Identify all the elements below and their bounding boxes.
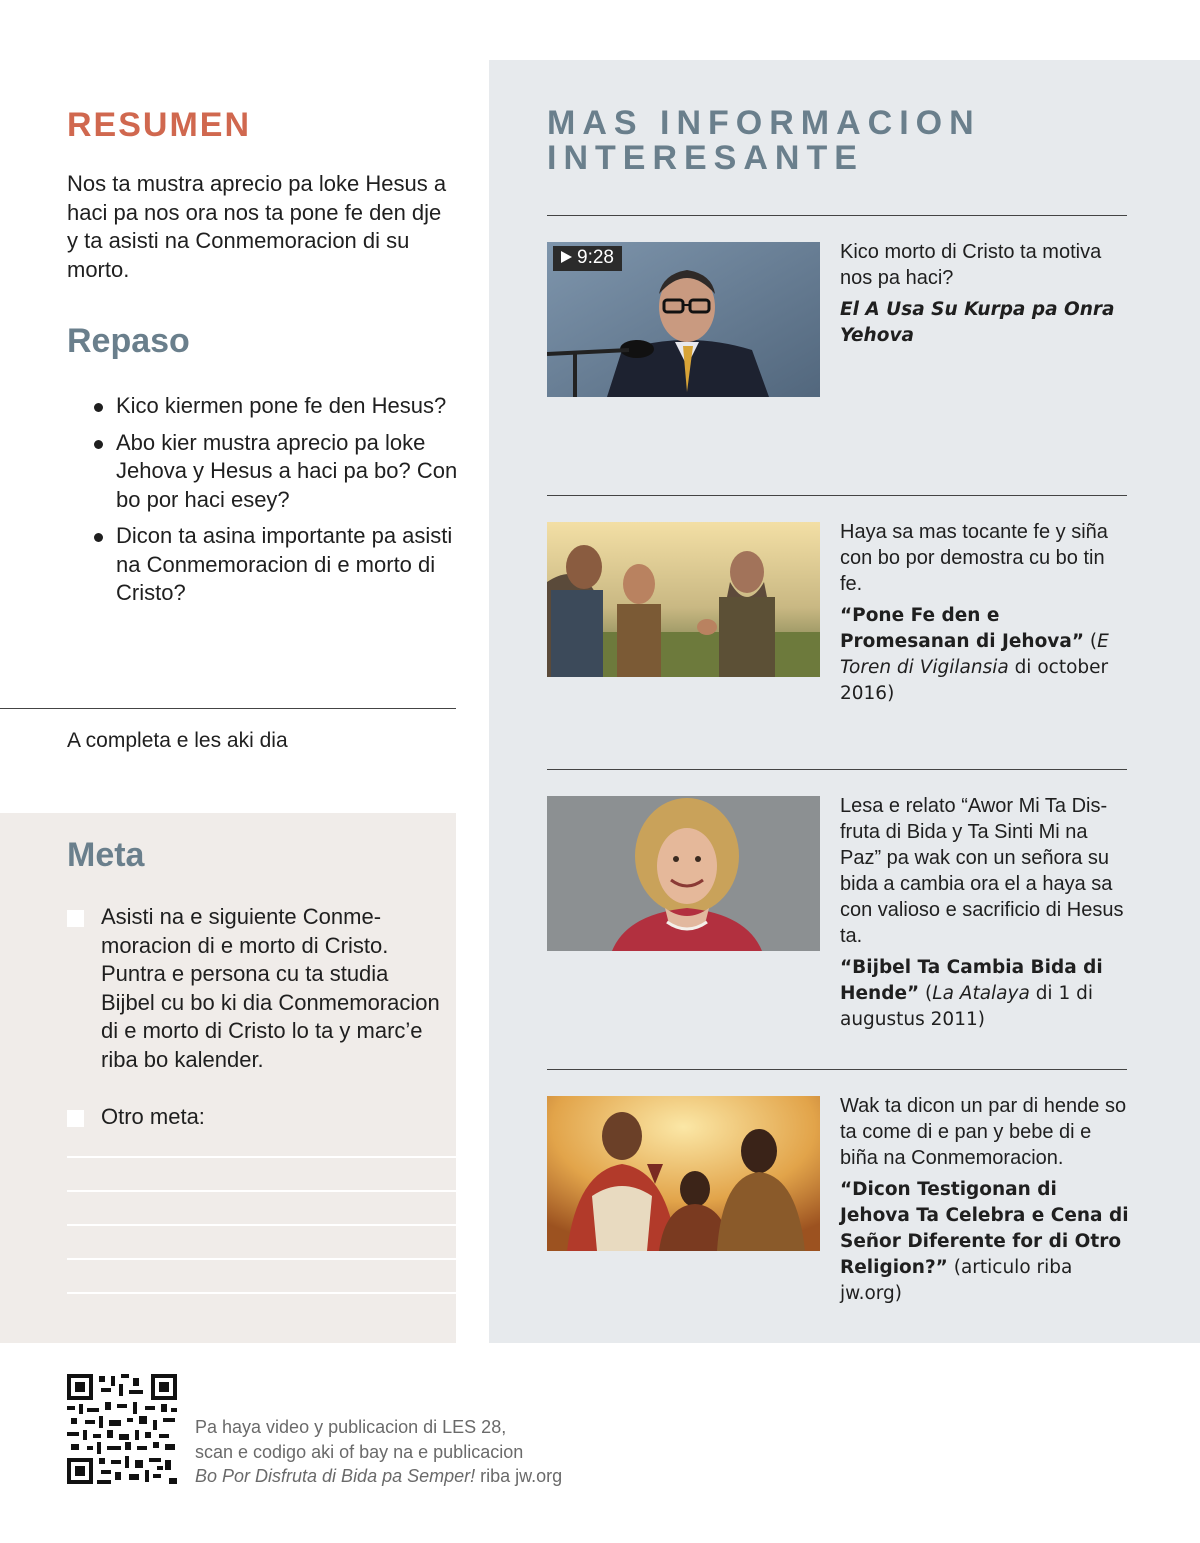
resumen-heading: RESUMEN — [67, 106, 252, 144]
resumen-text: Nos ta mustra aprecio pa loke Hesus a haci pa nos ora nos ta pone fe den dje y ta asisti na Conmemoracion di su morto. — [67, 171, 447, 282]
publication-name: E Toren di Vigilansia — [840, 631, 1109, 678]
article-image[interactable] — [547, 522, 820, 677]
footer-line: Pa haya video y publicacion di LES 28, — [195, 1417, 507, 1437]
info-description: Wak ta dicon un par di hende so ta come di e pan y bebe di e biña na Conmemoracion. — [840, 1095, 1127, 1169]
article-image[interactable] — [547, 796, 820, 951]
divider — [547, 769, 1127, 770]
footer-instructions — [195, 1415, 615, 1489]
publication-link[interactable]: Bo Por Disfruta di Bida pa Semper! — [195, 1466, 476, 1486]
meta-other-goal-item[interactable] — [67, 1103, 447, 1132]
writing-line[interactable] — [67, 1292, 456, 1294]
repaso-question: Dicon ta asina importante pa asisti na Conmemoracion di e morto di Cristo? — [92, 522, 472, 608]
meta-heading: Meta — [67, 836, 145, 874]
completed-date-label: A completa e les aki dia — [67, 729, 288, 752]
memorial-scene-image — [547, 1096, 820, 1251]
woman-portrait-image — [547, 796, 820, 951]
info-entry — [840, 239, 1130, 349]
video-duration-badge: 9:28 — [553, 246, 622, 271]
divider — [547, 215, 1127, 216]
footer-line: Bo Por Disfruta di Bida pa Semper! riba jw.org — [195, 1466, 563, 1486]
writing-line[interactable] — [67, 1258, 456, 1260]
divider — [0, 708, 456, 709]
meta-goal-text: Asisti na e siguiente Conmemoracion di e morto di Cristo. Puntra e persona cu ta studia Bijbel cu bo ki dia Conmemoracion di e morto di Cristo lo ta y marc’e riba bo kalender. — [101, 904, 440, 1072]
info-entry — [840, 519, 1130, 707]
meta-section — [0, 813, 456, 1343]
repaso-question: Abo kier mustra aprecio pa loke Jehova y Hesus a haci pa bo? Con bo por haci esey? — [92, 429, 472, 515]
more-info-heading: MAS INFORMACION INTERESANTE — [547, 104, 981, 177]
writing-line[interactable] — [67, 1224, 456, 1226]
info-entry — [840, 1093, 1130, 1307]
meta-goal-item[interactable] — [67, 903, 447, 1074]
video-thumbnail[interactable] — [547, 242, 820, 397]
checkbox[interactable] — [67, 910, 84, 927]
article-reference[interactable] — [840, 1177, 1130, 1307]
article-title-link[interactable]: “Bijbel Ta Cambia Bida di Hende” — [840, 957, 1103, 1004]
info-description: Lesa e relato “Awor Mi Ta Disfruta di Bida y Ta Sinti Mi na Paz” pa wak con un señora su bida a cambia ora el a haya sa con valioso e sacrificio di Hesus ta. — [840, 795, 1124, 947]
article-source-note: (articulo riba jw.org) — [840, 1257, 1073, 1304]
repaso-list — [92, 392, 472, 616]
bible-scene-image — [547, 522, 820, 677]
writing-line[interactable] — [67, 1156, 456, 1158]
footer-line: scan e codigo aki of bay na e publicacion — [195, 1441, 524, 1462]
info-description: Haya sa mas tocante fe y siña con bo por demostra cu bo tin fe. — [840, 521, 1108, 595]
writing-line[interactable] — [67, 1190, 456, 1192]
play-icon — [561, 251, 572, 263]
checkbox[interactable] — [67, 1110, 84, 1127]
meta-goal-text: Otro meta: — [101, 1104, 205, 1129]
publication-name: La Atalaya — [932, 983, 1030, 1004]
repaso-heading: Repaso — [67, 322, 190, 360]
divider — [547, 1069, 1127, 1070]
info-entry — [840, 793, 1130, 1033]
divider — [547, 495, 1127, 496]
article-reference[interactable]: “Bijbel Ta Cambia Bida di Hende” (La Atalaya di 1 di augustus 2011) — [840, 957, 1103, 1030]
article-image[interactable] — [547, 1096, 820, 1251]
article-title-link[interactable]: “Pone Fe den e Promesanan di Jehova” — [840, 605, 1085, 652]
repaso-question: Kico kiermen pone fe den Hesus? — [92, 392, 472, 421]
article-reference[interactable]: “Pone Fe den e Promesanan di Jehova” (E Toren di Vigilansia di october 2016) — [840, 605, 1109, 704]
article-title-link[interactable]: “Dicon Testigonan di Jehova Ta Celebra e Cena di Señor Diferente for di Otro Religion?” — [840, 1179, 1129, 1278]
info-description: Kico morto di Cristo ta motiva nos pa haci? — [840, 241, 1102, 289]
qr-code-icon[interactable] — [67, 1374, 177, 1484]
video-title-link[interactable]: El A Usa Su Kurpa pa Onra Yehova — [840, 299, 1115, 346]
